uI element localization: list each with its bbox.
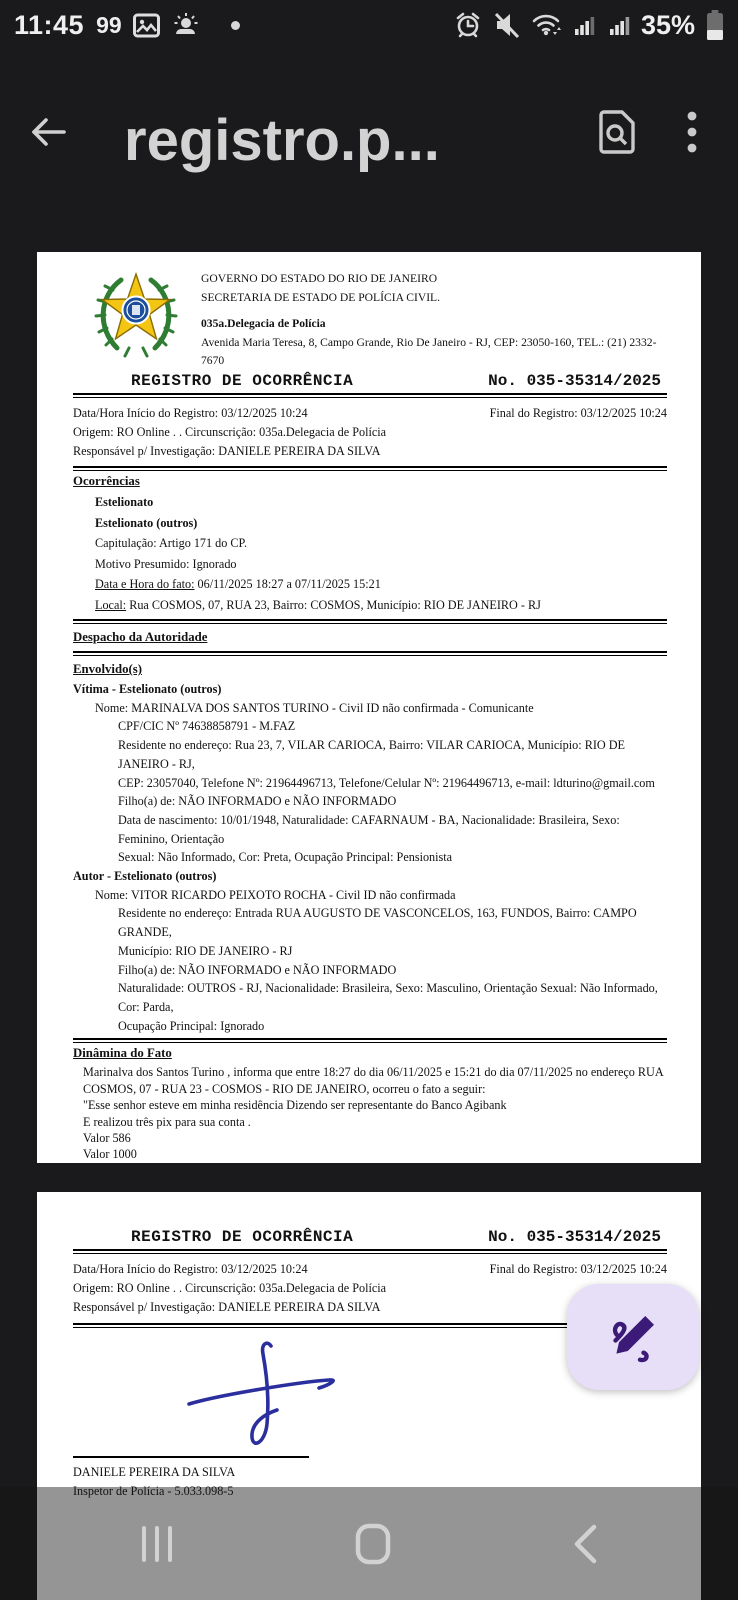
android-navigation-bar — [0, 1487, 738, 1600]
find-in-document-button[interactable] — [596, 109, 638, 155]
app-header — [0, 62, 738, 202]
registro-final: Final do Registro: 03/12/2025 10:24 — [489, 1262, 667, 1276]
overflow-menu-button[interactable] — [686, 108, 698, 156]
recents-button[interactable] — [140, 1525, 174, 1563]
home-button[interactable] — [355, 1523, 391, 1565]
envolvido-line: Naturalidade: OUTROS - RJ, Nacionalidade: Brasileira, Sexo: Masculino, Orientação Sexual: Não Informado, Cor: Parda, — [118, 981, 658, 1014]
stylus-signature-icon — [605, 1309, 661, 1365]
letterhead — [73, 266, 667, 367]
dinamica-line: E realizou três pix para sua conta . — [83, 1114, 251, 1129]
envolvido-line: Nome: MARINALVA DOS SANTOS TURINO - Civil ID não confirmada - Comunicante — [95, 700, 534, 715]
registro-responsavel: Responsável p/ Investigação: DANIELE PEREIRA DA SILVA — [73, 444, 381, 458]
handwritten-signature — [179, 1338, 359, 1458]
dinamica-line: COSMOS, 07 - RUA 23 - COSMOS - RIO DE JANEIRO, ocorreu o fato a seguir: — [83, 1081, 486, 1096]
signal-sim1-icon — [574, 13, 598, 37]
pdf-page-1 — [37, 252, 701, 1163]
envolvido-line: CEP: 23057040, Telefone Nº: 21964496713, Telefone/Celular Nº: 21964496713, e-mail: ldturino@gmail.com — [118, 775, 655, 790]
letterhead-line1: GOVERNO DO ESTADO DO RIO DE JANEIRO — [201, 272, 438, 285]
signatory-role: Inspetor de Polícia - 5.033.098-5 — [73, 1484, 234, 1498]
letterhead-address: Avenida Maria Teresa, 8, Campo Grande, Rio De Janeiro - RJ, CEP: 23050-160, TEL.: (21) 2332-7670 — [201, 335, 657, 367]
section-despacho: Despacho da Autoridade — [73, 630, 208, 644]
divider — [73, 651, 667, 656]
report-title-row — [73, 372, 667, 390]
envolvido-line: Nome: VITOR RICARDO PEIXOTO ROCHA - Civil ID não confirmada — [95, 887, 456, 902]
report-title: REGISTRO DE OCORRÊNCIA — [131, 372, 354, 390]
data-fato-value: 06/11/2025 18:27 a 07/11/2025 15:21 — [194, 577, 381, 591]
gallery-notification-icon — [133, 13, 160, 38]
envolvido-line: Filho(a) de: NÃO INFORMADO e NÃO INFORMADO — [118, 962, 397, 977]
notification-dot-icon — [231, 21, 240, 30]
local-value: Rua COSMOS, 07, RUA 23, Bairro: COSMOS, Município: RIO DE JANEIRO - RJ — [126, 597, 541, 612]
registro-inicio: Data/Hora Início do Registro: 03/12/2025 10:24 — [73, 406, 308, 420]
envolvido-line: Residente no endereço: Rua 23, 7, VILAR CARIOCA, Bairro: VILAR CARIOCA, Município: RIO DE JANEIRO - RJ, — [118, 738, 625, 771]
registro-origem: Origem: RO Online . . Circunscrição: 035a.Delegacia de Polícia — [73, 1281, 387, 1295]
letterhead-station: 035a.Delegacia de Polícia — [201, 317, 326, 330]
registro-origem: Origem: RO Online . . Circunscrição: 035a.Delegacia de Polícia — [73, 425, 387, 439]
local-label: Local: — [95, 597, 127, 612]
report-number: No. 035-35314/2025 — [488, 372, 661, 390]
alarm-icon — [454, 11, 482, 39]
motivo-line: Motivo Presumido: Ignorado — [95, 556, 237, 571]
envolvido-line: Filho(a) de: NÃO INFORMADO e NÃO INFORMADO — [118, 794, 397, 809]
weather-notification-icon — [171, 12, 201, 38]
dinamica-line: Marinalva dos Santos Turino , informa que entre 18:27 do dia 06/11/2025 e 15:21 do dia 07/11/2025 no endereço RUA — [83, 1065, 664, 1080]
notification-count: 99 — [96, 11, 122, 38]
capitulacao-line: Capitulação: Artigo 171 do CP. — [95, 536, 247, 550]
vitima-heading: Vítima - Estelionato (outros) — [73, 682, 222, 696]
mute-icon — [493, 11, 521, 39]
battery-percent: 35% — [640, 9, 695, 40]
document-title: registro.p... — [124, 107, 440, 173]
report-title-row — [73, 1228, 667, 1246]
data-fato-line — [95, 574, 667, 595]
divider — [73, 393, 667, 398]
envolvido-line: Data de nascimento: 10/01/1948, Naturalidade: CAFARNAUM - BA, Nacionalidade: Brasileira, Sexo: Feminino, Orientação — [118, 812, 620, 846]
signature-fab-button[interactable] — [567, 1284, 699, 1390]
envolvido-line: Sexual: Não Informado, Cor: Preta, Ocupação Principal: Pensionista — [118, 850, 453, 865]
envolvido-line: Ocupação Principal: Ignorado — [118, 1018, 265, 1033]
dinamica-line: Valor 1000 — [83, 1147, 137, 1162]
divider — [73, 1249, 667, 1254]
clock: 11:45 — [14, 9, 85, 40]
back-nav-button[interactable] — [572, 1524, 598, 1564]
envolvido-line: Residente no endereço: Entrada RUA AUGUSTO DE VASCONCELOS, 163, FUNDOS, Bairro: CAMPO GRANDE, — [118, 906, 637, 940]
report-title: REGISTRO DE OCORRÊNCIA — [131, 1228, 354, 1246]
dinamica-line: Valor 586 — [83, 1130, 131, 1145]
registro-inicio: Data/Hora Início do Registro: 03/12/2025 10:24 — [73, 1262, 308, 1276]
status-bar — [0, 0, 738, 50]
signatory-name: DANIELE PEREIRA DA SILVA — [73, 1465, 236, 1479]
registro-responsavel: Responsável p/ Investigação: DANIELE PEREIRA DA SILVA — [73, 1300, 381, 1314]
crime-line: Estelionato (outros) — [95, 515, 198, 530]
report-number: No. 035-35314/2025 — [488, 1228, 661, 1246]
signal-sim2-icon — [609, 13, 633, 37]
section-dinamica: Dinâmina do Fato — [73, 1046, 172, 1061]
letterhead-line2: SECRETARIA DE ESTADO DE POLÍCIA CIVIL. — [201, 290, 441, 304]
dinamica-line: "Esse senhor esteve em minha residência Dizendo ser representante do Banco Agibank — [83, 1098, 507, 1113]
crime-line: Estelionato — [95, 495, 154, 509]
data-fato-label: Data e Hora do fato: — [95, 577, 195, 591]
envolvido-line: Município: RIO DE JANEIRO - RJ — [118, 943, 293, 958]
section-envolvidos: Envolvido(s) — [73, 662, 142, 676]
autor-heading: Autor - Estelionato (outros) — [73, 869, 217, 884]
back-button[interactable] — [26, 111, 72, 153]
local-line — [95, 595, 667, 616]
police-crest-logo — [91, 268, 181, 362]
wifi-icon — [532, 12, 563, 39]
section-ocorrencias: Ocorrências — [73, 474, 140, 488]
battery-icon — [706, 9, 724, 41]
envolvido-line: CPF/CIC Nº 74638858791 - M.FAZ — [118, 719, 296, 734]
divider — [73, 619, 667, 624]
registro-final: Final do Registro: 03/12/2025 10:24 — [489, 406, 667, 420]
